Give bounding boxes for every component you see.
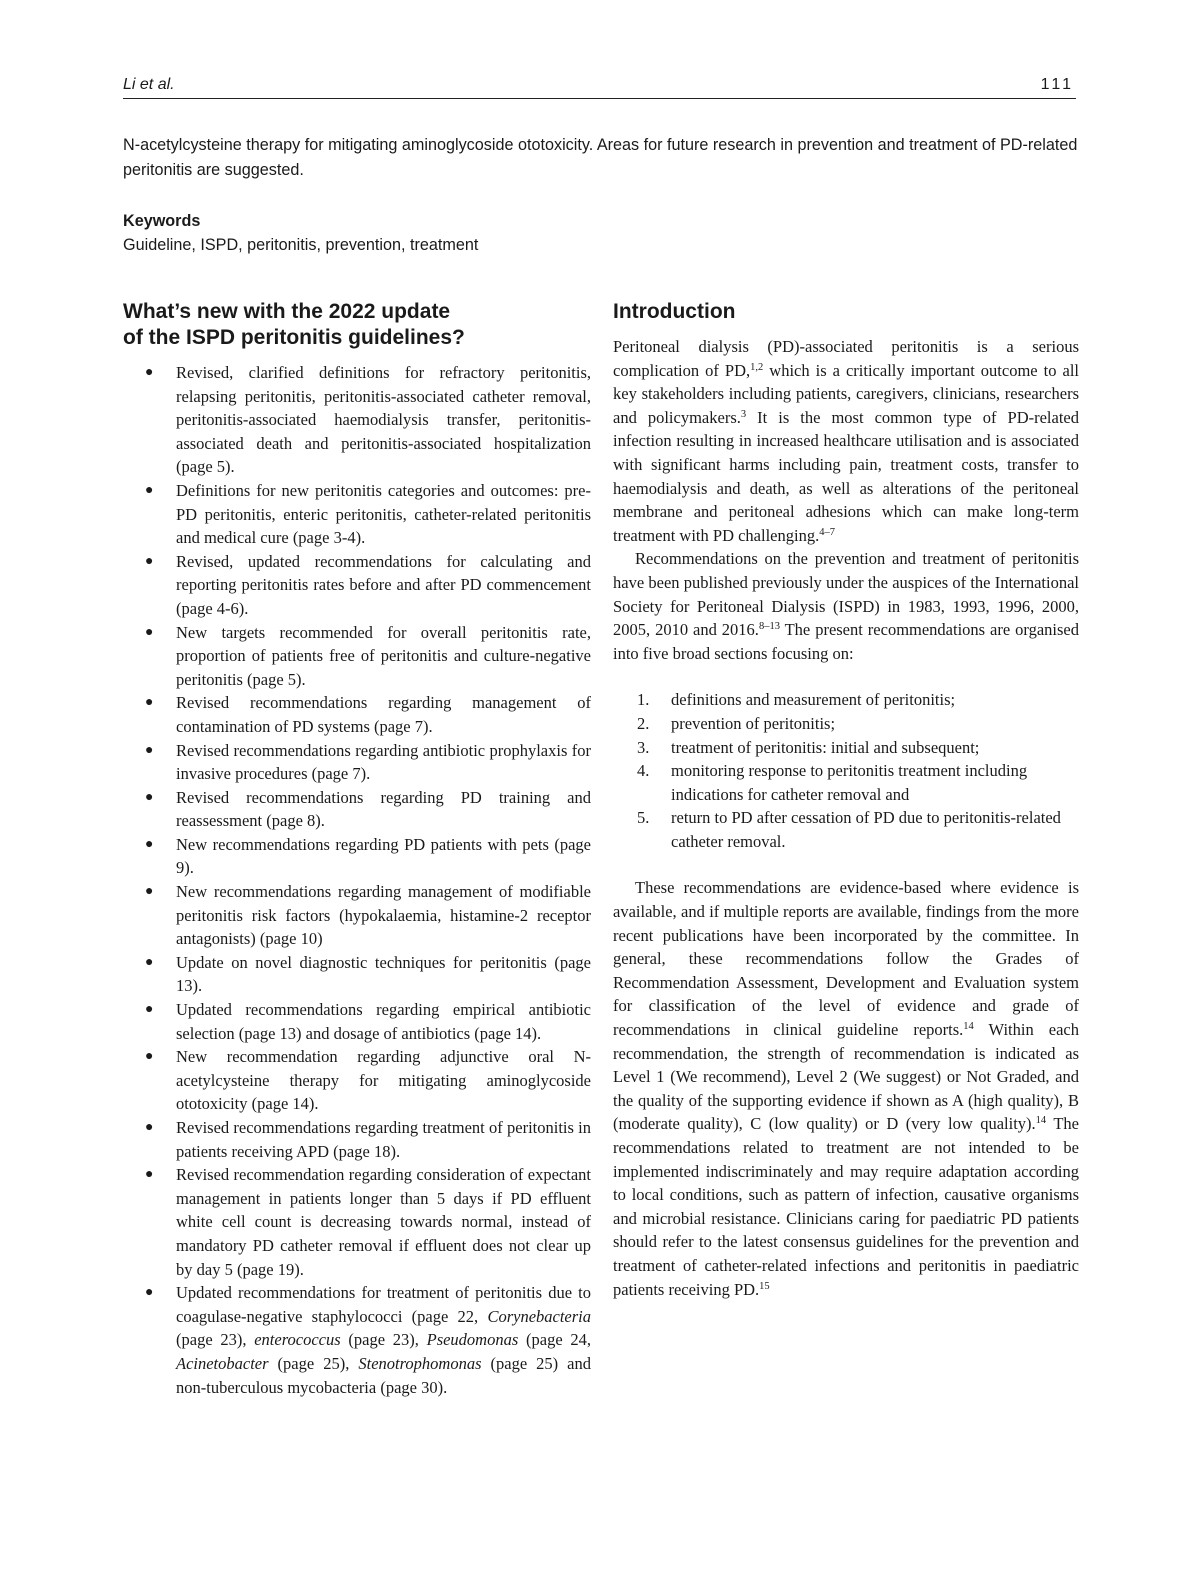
section-number: 5. [637,808,650,828]
text-run: Recommendations on the prevention and treatment of peritonitis have been published previously under the auspices of the International Society for Peritoneal Dialysis (ISPD) in 1983, 1993, 1996, 2000, 2005, 2010 and 2016. [613,549,1079,640]
whats-new-item-text: Update on novel diagnostic techniques for peritonitis (page 13). [176,952,591,996]
whats-new-item [123,691,591,738]
citation: 3 [740,408,747,420]
whats-new-item-text: New recommendations regarding management of modifiable peritonitis risk factors (hypokalaemia, histamine-2 receptor antagonists) (page 10) [176,882,591,949]
introduction-column [613,299,1079,1301]
organism-name: Stenotrophomonas [358,1353,482,1373]
whats-new-heading [123,299,591,351]
running-header [123,74,1076,99]
organism-name: Pseudomonas [426,1330,519,1350]
introduction-heading: Introduction [613,300,736,323]
section-item [613,806,1079,853]
intro-paragraph-3 [613,876,1079,1301]
section-text: monitoring response to peritonitis treatment including indications for catheter removal and [671,761,1028,804]
section-item [613,712,1079,736]
whats-new-item [123,1163,591,1281]
text-run: It is the most common type of PD-related infection resulting in increased healthcare utilisation and is associated with significant harms including pain, treatment costs, transfer to haemodialysis and death, as well as alterations of the peritoneal membrane and peritoneal adhesions which can make long-term treatment with PD challenging. [613,407,1080,545]
section-item [613,736,1079,760]
whats-new-item-text: New targets recommended for overall peritonitis rate, proportion of patients free of peritonitis and culture-negative peritonitis (page 5). [176,622,591,689]
section-number: 1. [637,690,650,710]
whats-new-item-text: New recommendations regarding PD patients with pets (page 9). [176,834,591,878]
bullet-icon: ● [145,836,154,852]
bullet-icon: ● [145,742,154,758]
text-run: Updated recommendations for treatment of peritonitis due to coagulase-negative staphylococci (page 22, [176,1283,591,1326]
organism-name: Acinetobacter [176,1353,269,1373]
bullet-icon: ● [145,482,154,498]
bullet-icon: ● [145,1002,154,1018]
whats-new-item [123,1045,591,1116]
text-run: Peritoneal dialysis (PD)-associated peritonitis is a serious complication of PD, [613,337,1079,380]
section-text: treatment of peritonitis: initial and subsequent; [671,737,980,757]
sections-list [613,688,1079,853]
whats-new-item [123,880,591,951]
text-run: (page 23), [340,1330,427,1350]
whats-new-item [123,998,591,1045]
whats-new-item-text: Revised recommendations regarding PD training and reassessment (page 8). [176,787,591,831]
organism-name: Corynebacteria [487,1306,591,1326]
bullet-icon: ● [145,553,154,569]
citation: 15 [759,1280,770,1292]
whats-new-heading-line-1: What’s new with the 2022 update [123,300,451,323]
whats-new-column [123,299,591,1399]
whats-new-item-text: New recommendation regarding adjunctive oral N-acetylcysteine therapy for mitigating aminoglycoside ototoxicity (page 14). [176,1047,591,1114]
whats-new-item [123,786,591,833]
section-text: return to PD after cessation of PD due to peritonitis-related catheter removal. [671,808,1061,851]
whats-new-item [123,621,591,692]
whats-new-item [123,479,591,550]
text-run: (page 24, [518,1330,591,1350]
section-number: 2. [637,713,650,733]
whats-new-item-text [176,1283,591,1396]
keywords-block [123,209,1078,257]
text-run: Within each recommendation, the strength of recommendation is indicated as Level 1 (We recommend), Level 2 (We suggest) or Not Graded, and the quality of the supporting evidence if shown as A (high quality), B (moderate quality), C (low quality) or D (very low quality). [613,1020,1079,1134]
bullet-icon: ● [145,1167,154,1183]
whats-new-item-text: Revised recommendations regarding treatment of peritonitis in patients receiving APD (page 18). [176,1118,591,1161]
citation: 1,2 [750,361,764,373]
bullet-icon: ● [145,365,154,380]
whats-new-item-text: Revised, clarified definitions for refractory peritonitis, relapsing peritonitis, peritonitis-associated catheter removal, peritonitis-associated haemodialysis transfer, peritonitis-associated death and peritonitis-associated hospitalization (page 5). [176,363,591,477]
citation: 14 [1035,1115,1047,1127]
bullet-icon: ● [145,695,154,711]
keywords-list: Guideline, ISPD, peritonitis, prevention, treatment [123,236,479,254]
whats-new-item-text: Revised recommendations regarding antibiotic prophylaxis for invasive procedures (page 7). [176,740,591,784]
whats-new-item-text: Revised recommendation regarding consideration of expectant management in patients longer than 5 days if PD effluent white cell count is decreasing towards normal, instead of mandatory PD catheter removal if effluent does not clear up by day 5 (page 19). [176,1165,591,1279]
whats-new-list [123,361,591,1399]
intro-paragraph-1 [613,335,1079,547]
whats-new-heading-line-2: of the ISPD peritonitis guidelines? [123,326,465,349]
running-header-authors: Li et al. [123,76,175,93]
section-text: prevention of peritonitis; [671,713,836,733]
whats-new-item [123,739,591,786]
bullet-icon: ● [145,1120,154,1135]
whats-new-item-text: Updated recommendations regarding empirical antibiotic selection (page 13) and dosage of antibiotics (page 14). [176,1000,591,1043]
whats-new-item-text: Revised, updated recommendations for calculating and reporting peritonitis rates before and after PD commencement (page 4-6). [176,551,591,618]
citation: 4–7 [819,526,835,538]
whats-new-item-text: Revised recommendations regarding management of contamination of PD systems (page 7). [176,693,591,736]
section-text: definitions and measurement of peritonitis; [671,690,956,710]
whats-new-item [123,951,591,998]
text-run: (page 25) and non-tuberculous mycobacteria (page 30). [176,1353,591,1397]
bullet-icon: ● [145,789,154,805]
whats-new-item [123,550,591,621]
citation: 14 [963,1021,974,1033]
bullet-icon: ● [145,1285,154,1301]
bullet-icon: ● [145,954,154,970]
text-run: The recommendations related to treatment are not intended to be implemented indiscriminately and may require adaptation according to local conditions, such as pattern of infection, causative organisms and microbial resistance. Clinicians caring for paediatric PD patients should refer to the latest consensus guidelines for the prevention and treatment of catheter-related infections and peritonitis in paediatric patients receiving PD. [613,1114,1079,1299]
abstract-conclusion: N-acetylcysteine therapy for mitigating aminoglycoside ototoxicity. Areas for future research in prevention and treatment of PD-related peritonitis are suggested. [123,136,1078,179]
whats-new-item [123,1116,591,1163]
intro-paragraph-2 [613,547,1079,665]
organism-name: enterococcus [254,1330,341,1350]
section-item [613,759,1079,806]
whats-new-item [123,361,591,479]
text-run: which is a critically important outcome to all key stakeholders including patients, caregivers, clinicians, researchers and policymakers. [613,360,1079,427]
text-run: The present recommendations are organised into five broad sections focusing on: [613,620,1079,663]
bullet-icon: ● [145,1049,154,1065]
text-run: These recommendations are evidence-based where evidence is available, and if multiple reports are available, findings from the more recent publications have been incorporated by the committee. In general, these recommendations follow the Grades of Recommendation Assessment, Development and Evaluation system for classification of the level of evidence and grade of recommendations in clinical guideline reports. [613,878,1079,1040]
citation: 8–13 [758,621,780,633]
section-number: 3. [637,737,650,757]
whats-new-item [123,1281,591,1399]
section-item [613,688,1079,712]
keywords-heading: Keywords [123,212,201,230]
bullet-icon: ● [145,624,154,640]
section-number: 4. [637,761,650,781]
page-number: 111 [1040,76,1074,93]
whats-new-item [123,833,591,880]
bullet-icon: ● [145,884,154,900]
whats-new-item-text: Definitions for new peritonitis categories and outcomes: pre-PD peritonitis, enteric peritonitis, catheter-related peritonitis and medical cure (page 3-4). [176,480,591,548]
text-run: (page 23), [176,1330,255,1350]
text-run: (page 25), [268,1353,359,1373]
